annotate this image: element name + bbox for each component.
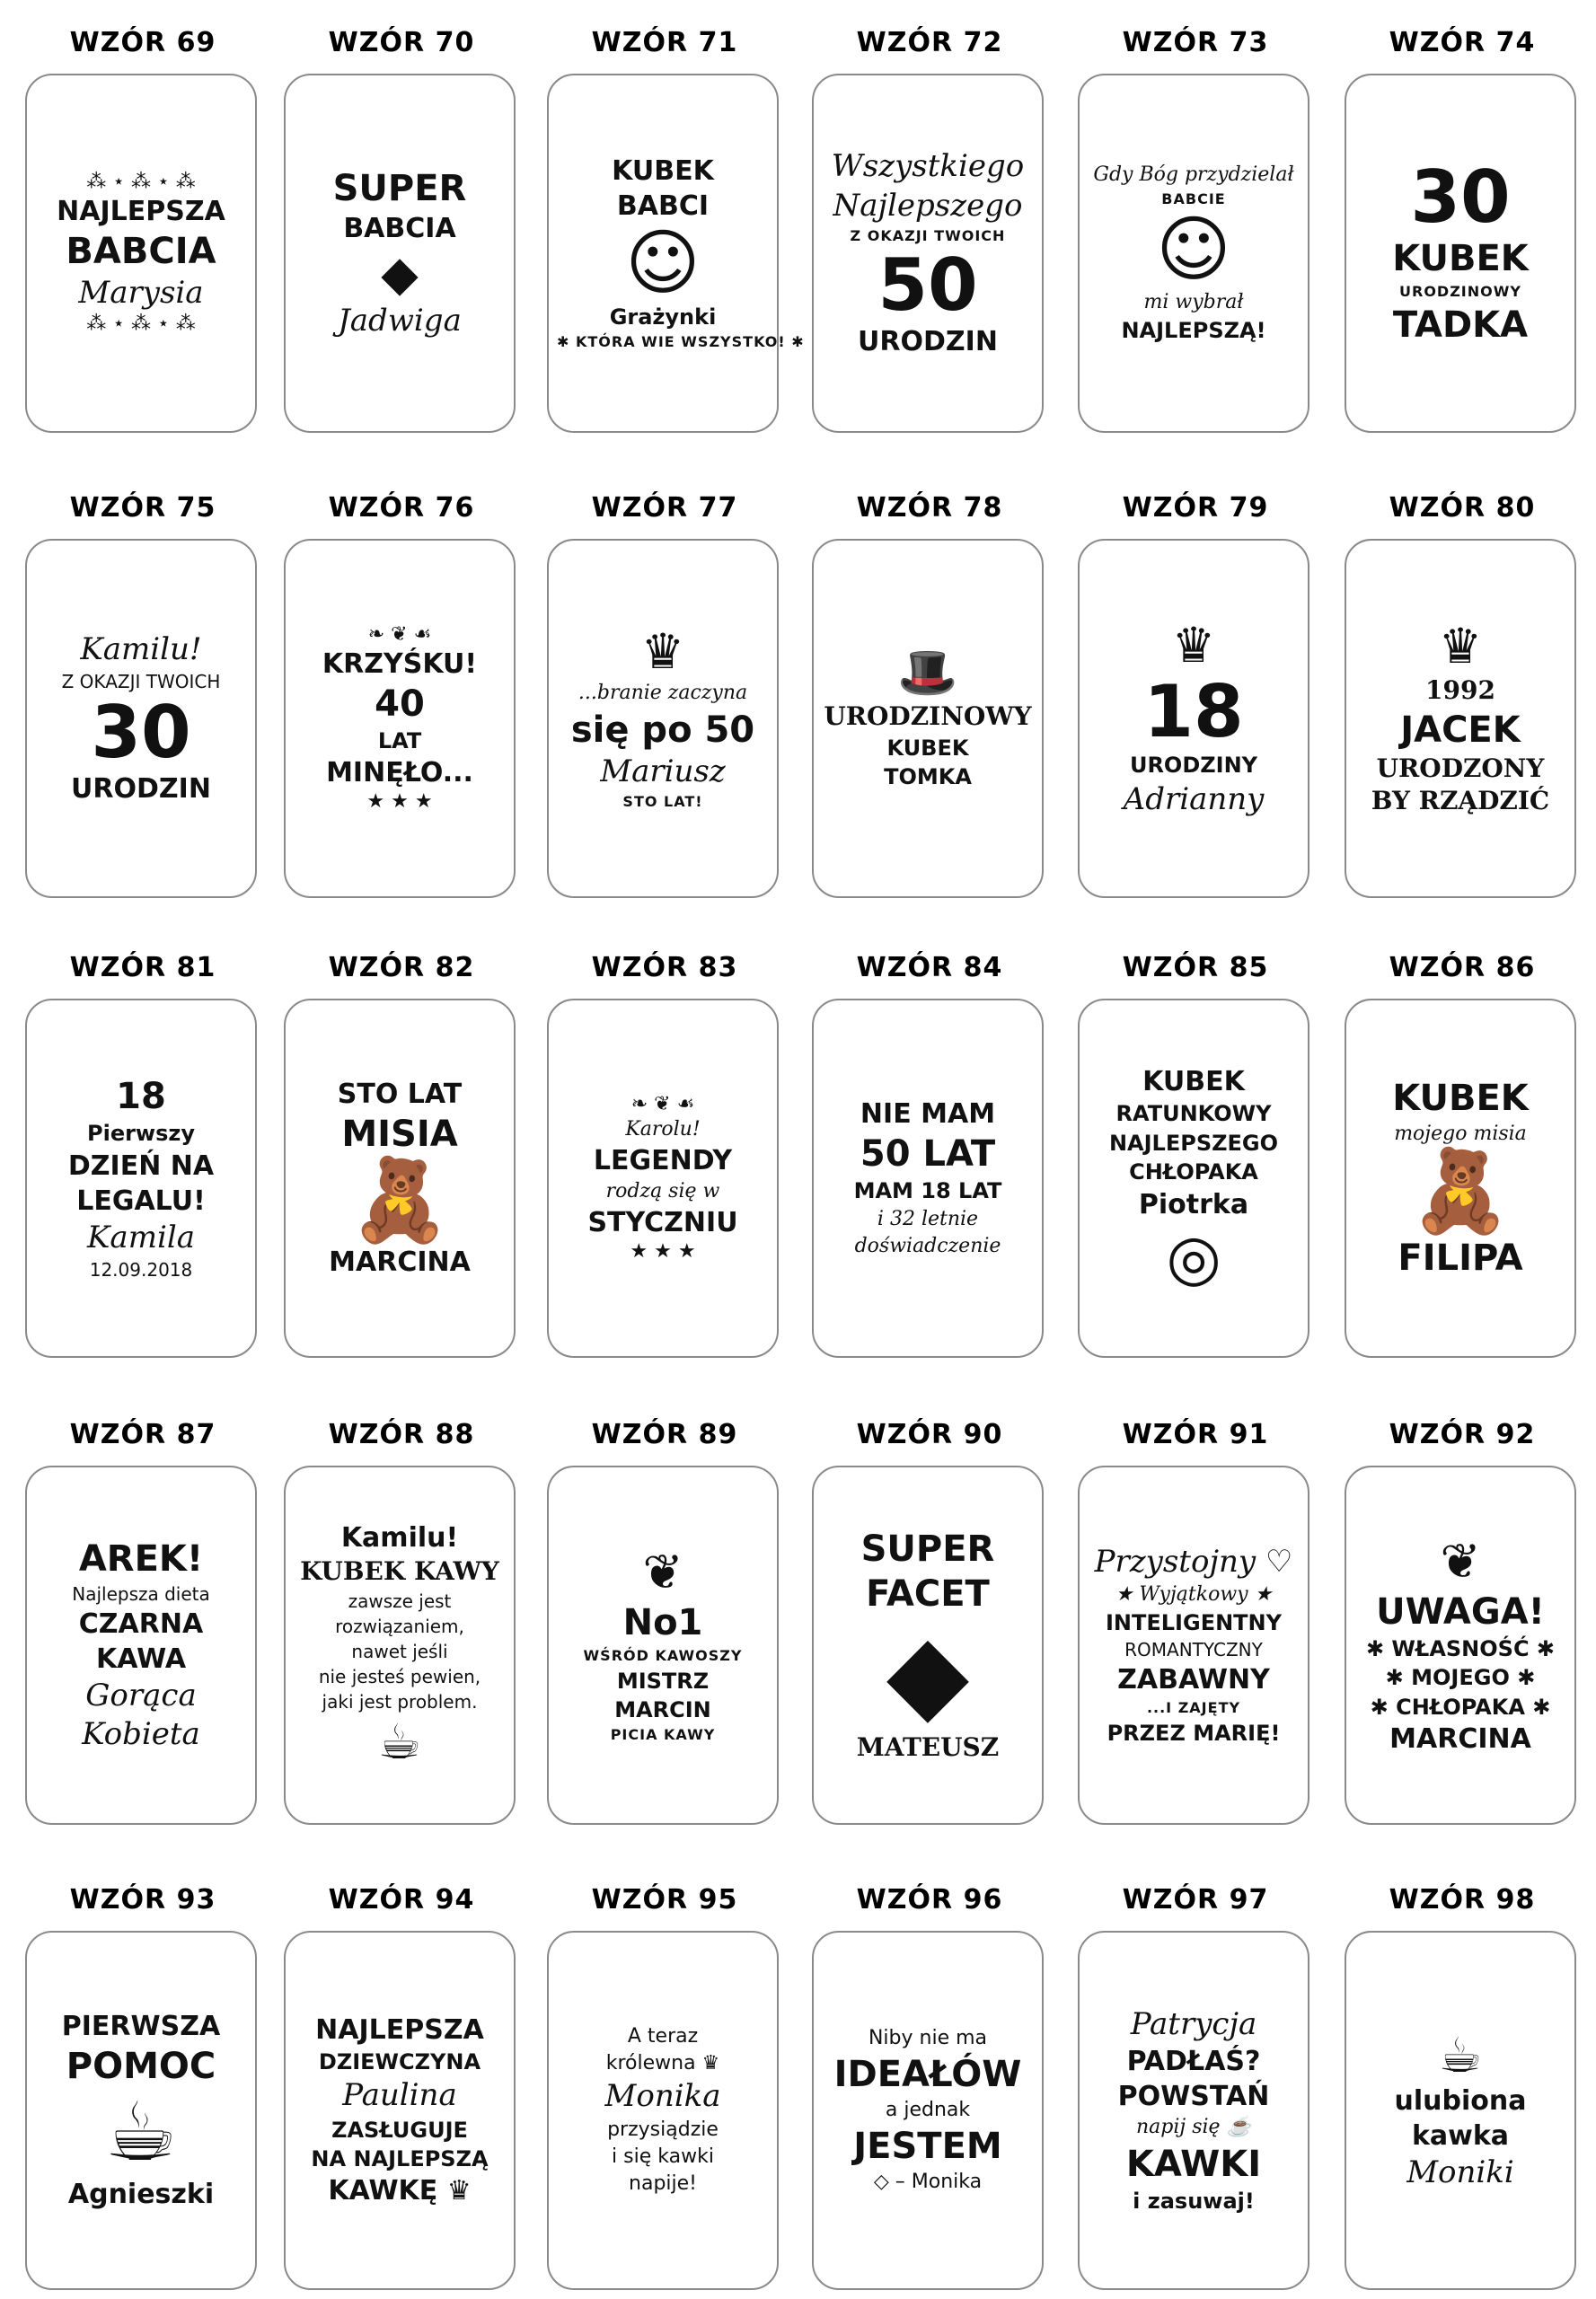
- design-caption: WZÓR 71: [591, 27, 738, 58]
- design-text: KUBEK: [1392, 238, 1529, 280]
- mug-design-card[interactable]: [284, 999, 516, 1358]
- design-content: [27, 1467, 255, 1823]
- design-text: KRZYŚKU!: [322, 647, 478, 680]
- design-text: WŚRÓD KAWOSZY: [583, 1647, 743, 1665]
- design-text: Gorąca: [85, 1677, 197, 1713]
- design-text: się po 50: [570, 709, 755, 751]
- design-text: Adrianny: [1123, 780, 1265, 817]
- laurel-icon: ❧ ❦ ☙: [367, 622, 432, 646]
- design-text: URODZIN: [71, 773, 211, 806]
- design-caption: WZÓR 86: [1389, 952, 1536, 983]
- mug-design-card[interactable]: [25, 74, 257, 433]
- mug-design-card[interactable]: [1345, 539, 1576, 898]
- design-text: Z OKAZJI TWOICH: [850, 227, 1006, 245]
- design-caption: WZÓR 76: [328, 492, 475, 524]
- design-text: MISIA: [341, 1114, 458, 1155]
- design-text: 50: [877, 242, 978, 327]
- mug-design-card[interactable]: [812, 1466, 1044, 1825]
- design-text: Jadwiga: [338, 302, 462, 339]
- design-text: Przystojny ♡: [1094, 1543, 1293, 1580]
- design-97[interactable]: [1078, 1884, 1313, 2297]
- design-text: ✱ WŁASNOŚĆ ✱: [1365, 1635, 1556, 1661]
- design-text: ZASŁUGUJE: [331, 2117, 468, 2143]
- design-text: URODZINOWY: [824, 701, 1032, 732]
- design-text: NIE MAM: [860, 1098, 996, 1131]
- mug-design-card[interactable]: [812, 539, 1044, 898]
- design-text: ...I ZAJĘTY: [1146, 1699, 1241, 1717]
- design-caption: WZÓR 79: [1122, 492, 1269, 524]
- mug-design-card[interactable]: [1078, 74, 1309, 433]
- granny-icon: ☺: [1156, 207, 1231, 291]
- design-text: Najlepszego: [833, 187, 1023, 224]
- design-text: A teraz: [627, 2024, 699, 2048]
- design-content: [1080, 1000, 1308, 1356]
- design-content: [1080, 75, 1308, 431]
- design-content: [814, 1933, 1042, 2288]
- design-content: [286, 75, 514, 431]
- design-text: SUPER: [860, 1528, 995, 1570]
- design-text: mojego misia: [1394, 1122, 1527, 1145]
- design-text: Kobieta: [82, 1716, 200, 1752]
- design-75[interactable]: [25, 492, 260, 905]
- mug-design-card[interactable]: [25, 1466, 257, 1825]
- design-text: zawsze jest: [348, 1590, 452, 1612]
- mug-design-card[interactable]: [1078, 999, 1309, 1358]
- design-text: STO LAT: [337, 1079, 463, 1110]
- design-text: 12.09.2018: [89, 1258, 193, 1281]
- design-text: SUPER: [332, 167, 467, 209]
- design-content: [1080, 1933, 1308, 2288]
- design-87[interactable]: [25, 1419, 260, 1832]
- design-text: Monika: [604, 2078, 721, 2115]
- design-text: Piotrka: [1138, 1188, 1249, 1220]
- design-content: [1346, 541, 1574, 896]
- design-content: [814, 541, 1042, 896]
- design-caption: WZÓR 95: [591, 1884, 738, 1916]
- design-caption: WZÓR 94: [328, 1884, 475, 1916]
- superman-big-icon: ◆: [886, 1610, 970, 1736]
- design-caption: WZÓR 93: [69, 1884, 216, 1916]
- design-text: DZIEŃ NA: [67, 1150, 215, 1182]
- design-text: Wszystkiego: [831, 148, 1025, 185]
- design-caption: WZÓR 77: [591, 492, 738, 524]
- design-text: PADŁAŚ?: [1126, 2046, 1261, 2078]
- design-text: FILIPA: [1398, 1238, 1523, 1280]
- design-text: UWAGA!: [1376, 1590, 1545, 1633]
- design-text: i 32 letnie: [877, 1207, 979, 1230]
- design-text: 30: [91, 691, 191, 775]
- design-text: KAWKI: [1125, 2143, 1262, 2185]
- design-caption: WZÓR 90: [856, 1419, 1003, 1450]
- design-content: [1346, 75, 1574, 431]
- mug-design-card[interactable]: [284, 1466, 516, 1825]
- design-text: ulubiona: [1394, 2085, 1527, 2118]
- crown-icon: ♛: [1171, 617, 1216, 674]
- design-text: Grażynki: [609, 304, 717, 330]
- design-text: Agnieszki: [67, 2179, 215, 2210]
- design-text: STYCZNIU: [587, 1207, 738, 1239]
- mug-design-card[interactable]: [547, 999, 779, 1358]
- mug-design-card[interactable]: [25, 1931, 257, 2290]
- design-content: [814, 1467, 1042, 1823]
- mug-design-card[interactable]: [284, 1931, 516, 2290]
- design-text: POWSTAŃ: [1117, 2081, 1270, 2113]
- design-80[interactable]: [1345, 492, 1580, 905]
- design-caption: WZÓR 98: [1389, 1884, 1536, 1916]
- design-text: NAJLEPSZA: [315, 2013, 484, 2046]
- hat-icon: 🎩: [897, 644, 958, 701]
- design-text: KUBEK: [886, 736, 969, 761]
- design-caption: WZÓR 92: [1389, 1419, 1536, 1450]
- design-90[interactable]: [812, 1419, 1047, 1832]
- design-78[interactable]: [812, 492, 1047, 905]
- design-text: MARCIN: [614, 1697, 711, 1722]
- design-text: CHŁOPAKA: [1129, 1159, 1258, 1185]
- mug-design-card[interactable]: [1345, 1466, 1576, 1825]
- design-text: Kamilu!: [340, 1522, 459, 1555]
- design-74[interactable]: [1345, 27, 1580, 440]
- mug-design-card[interactable]: [284, 74, 516, 433]
- design-caption: WZÓR 91: [1122, 1419, 1269, 1450]
- design-text: No1: [622, 1602, 703, 1644]
- design-text: STO LAT!: [622, 792, 703, 810]
- bear-icon: 🧸: [1409, 1144, 1512, 1239]
- cup-small-icon: ☕: [377, 1713, 422, 1770]
- design-text: LEGENDY: [593, 1145, 733, 1176]
- design-text: DZIEWCZYNA: [318, 2048, 481, 2074]
- design-text: MINĘŁO...: [326, 757, 473, 789]
- design-content: [1346, 1933, 1574, 2288]
- design-96[interactable]: [812, 1884, 1047, 2297]
- design-caption: WZÓR 85: [1122, 952, 1269, 983]
- design-caption: WZÓR 83: [591, 952, 738, 983]
- design-text: ✱ MOJEGO ✱: [1385, 1665, 1536, 1691]
- design-text: Patrycja: [1130, 2006, 1257, 2043]
- design-text: napij się ☕: [1136, 2116, 1251, 2139]
- cup-small-orn-icon: ☕: [1438, 2027, 1483, 2084]
- design-91[interactable]: [1078, 1419, 1313, 1832]
- design-caption: WZÓR 97: [1122, 1884, 1269, 1916]
- design-content: [27, 541, 255, 896]
- lifebuoy-icon: ◎: [1166, 1220, 1221, 1294]
- design-77[interactable]: [547, 492, 782, 905]
- design-text: a jednak: [885, 2098, 971, 2121]
- design-caption: WZÓR 88: [328, 1419, 475, 1450]
- design-caption: WZÓR 87: [69, 1419, 216, 1450]
- design-content: [549, 1467, 777, 1823]
- design-content: [1080, 541, 1308, 896]
- design-content: [549, 541, 777, 896]
- design-85[interactable]: [1078, 952, 1313, 1365]
- design-text: ★ Wyjątkowy ★: [1115, 1582, 1273, 1606]
- design-text: 50 LAT: [860, 1133, 996, 1176]
- design-text: 30: [1410, 155, 1511, 240]
- design-89[interactable]: [547, 1419, 782, 1832]
- design-text: URODZINOWY: [1399, 283, 1521, 301]
- design-text: MATEUSZ: [856, 1731, 1000, 1762]
- mug-design-card[interactable]: [812, 1931, 1044, 2290]
- design-text: i się kawki: [612, 2145, 714, 2168]
- mug-design-card[interactable]: [1078, 1931, 1309, 2290]
- superman-small-icon: ◆: [381, 244, 419, 302]
- design-text: NA NAJLEPSZĄ: [311, 2145, 489, 2171]
- design-text: Najlepsza dieta: [72, 1582, 210, 1605]
- design-text: MARCINA: [329, 1246, 471, 1278]
- design-text: ◇ – Monika: [873, 2171, 983, 2194]
- design-text: nie jesteś pewien,: [318, 1665, 481, 1687]
- design-86[interactable]: [1345, 952, 1580, 1365]
- design-70[interactable]: [284, 27, 519, 440]
- design-caption: WZÓR 78: [856, 492, 1003, 524]
- design-text: Kamila: [87, 1219, 195, 1255]
- design-82[interactable]: [284, 952, 519, 1365]
- mug-design-card[interactable]: [284, 539, 516, 898]
- design-text: Marysia: [78, 274, 204, 311]
- design-69[interactable]: [25, 27, 260, 440]
- bear-icon: 🧸: [348, 1153, 451, 1247]
- design-text: KUBEK: [612, 155, 714, 187]
- design-text: Moniki: [1406, 2154, 1514, 2191]
- design-text: ✱ KTÓRA WIE WSZYSTKO! ✱: [557, 333, 805, 351]
- design-caption: WZÓR 81: [69, 952, 216, 983]
- design-84[interactable]: [812, 952, 1047, 1365]
- design-88[interactable]: [284, 1419, 519, 1832]
- design-text: BABCIA: [66, 230, 216, 272]
- design-text: KUBEK: [1142, 1066, 1245, 1098]
- design-text: TOMKA: [884, 764, 972, 790]
- design-text: kawka: [1411, 2120, 1510, 2153]
- design-text: nawet jeśli: [351, 1640, 448, 1662]
- design-text: 18: [116, 1076, 166, 1118]
- design-caption: WZÓR 82: [328, 952, 475, 983]
- design-text: Paulina: [342, 2077, 457, 2114]
- design-content: [814, 1000, 1042, 1356]
- design-text: KAWA: [95, 1643, 187, 1675]
- mug-design-card[interactable]: [25, 539, 257, 898]
- design-text: rodzą się w: [605, 1180, 720, 1202]
- design-71[interactable]: [547, 27, 805, 440]
- design-text: ZABAWNY: [1117, 1664, 1270, 1696]
- design-caption: WZÓR 75: [69, 492, 216, 524]
- design-text: Gdy Bóg przydzielał: [1093, 163, 1294, 186]
- design-text: PRZEZ MARIĘ!: [1107, 1721, 1281, 1747]
- design-text: MAM 18 LAT: [853, 1178, 1002, 1204]
- design-caption: WZÓR 73: [1122, 27, 1269, 58]
- design-text: URODZONY: [1376, 753, 1545, 783]
- design-93[interactable]: [25, 1884, 260, 2297]
- mug-design-card[interactable]: [547, 74, 805, 433]
- design-caption: WZÓR 70: [328, 27, 475, 58]
- mug-design-card[interactable]: [1345, 74, 1576, 433]
- design-text: królewna ♛: [605, 2052, 720, 2075]
- cup-big-icon: ☕: [104, 2085, 178, 2180]
- design-content: [1346, 1000, 1574, 1356]
- design-content: [286, 1467, 514, 1823]
- design-text: doświadczenie: [854, 1234, 1001, 1257]
- mug-design-card[interactable]: [1078, 1466, 1309, 1825]
- laurel-icon: ★ ★ ★: [630, 1240, 696, 1264]
- design-text: napije!: [629, 2171, 697, 2195]
- design-text: AREK!: [78, 1537, 204, 1580]
- design-text: przysiądzie: [607, 2118, 719, 2141]
- design-text: ROMANTYCZNY: [1124, 1639, 1263, 1661]
- design-text: RATUNKOWY: [1115, 1101, 1272, 1127]
- design-95[interactable]: [547, 1884, 782, 2297]
- design-caption: WZÓR 84: [856, 952, 1003, 983]
- design-caption: WZÓR 89: [591, 1419, 738, 1450]
- design-content: [286, 541, 514, 896]
- design-text: 1992: [1425, 674, 1495, 705]
- mug-design-card[interactable]: [812, 999, 1044, 1358]
- design-text: Mariusz: [600, 753, 726, 789]
- design-81[interactable]: [25, 952, 260, 1365]
- design-text: PICIA KAWY: [610, 1726, 716, 1744]
- design-73[interactable]: [1078, 27, 1313, 440]
- ornament-icon: ❦: [1440, 1532, 1481, 1590]
- mug-design-card[interactable]: [1078, 539, 1309, 898]
- design-text: PIERWSZA: [61, 2011, 221, 2042]
- design-caption: WZÓR 96: [856, 1884, 1003, 1916]
- design-text: jaki jest problem.: [322, 1690, 478, 1713]
- design-text: i zasuwaj!: [1133, 2188, 1255, 2214]
- design-text: LAT: [377, 727, 422, 753]
- granny-icon: ☺: [625, 221, 701, 304]
- design-text: JESTEM: [853, 2126, 1002, 2168]
- design-text: 18: [1143, 670, 1244, 754]
- mug-design-card[interactable]: [25, 999, 257, 1358]
- design-text: BABCIE: [1161, 190, 1226, 207]
- design-text: ✱ CHŁOPAKA ✱: [1370, 1694, 1551, 1720]
- design-text: LEGALU!: [76, 1185, 206, 1217]
- design-text: BY RZĄDZIĆ: [1371, 786, 1550, 816]
- design-content: [814, 75, 1042, 431]
- laurel-icon: ❧ ❦ ☙: [630, 1092, 695, 1115]
- design-content: [1080, 1467, 1308, 1823]
- design-content: [549, 1000, 777, 1356]
- design-79[interactable]: [1078, 492, 1313, 905]
- design-text: Karolu!: [625, 1117, 701, 1141]
- design-content: [27, 75, 255, 431]
- design-text: MARCINA: [1389, 1723, 1531, 1756]
- design-text: JACEK: [1400, 709, 1521, 751]
- sunburst-icon: ⁂ ⋆ ⁂ ⋆ ⁂: [86, 170, 196, 193]
- design-text: POMOC: [66, 2046, 216, 2087]
- design-text: BABCI: [616, 190, 710, 222]
- design-text: 40: [375, 683, 425, 725]
- design-text: NAJLEPSZEGO: [1108, 1130, 1279, 1156]
- ornament-icon: ❦: [642, 1544, 683, 1601]
- design-caption: WZÓR 69: [69, 27, 216, 58]
- design-83[interactable]: [547, 952, 782, 1365]
- design-text: NAJLEPSZA: [57, 195, 225, 227]
- mug-design-card[interactable]: [547, 1931, 779, 2290]
- design-text: IDEAŁÓW: [833, 2053, 1022, 2095]
- design-text: CZARNA: [78, 1608, 204, 1640]
- design-text: KUBEK: [1392, 1077, 1529, 1119]
- design-text: KUBEK KAWY: [300, 1556, 499, 1587]
- crown-icon: ♛: [640, 623, 685, 681]
- design-text: Z OKAZJI TWOICH: [61, 671, 221, 693]
- mug-design-card[interactable]: [547, 1466, 779, 1825]
- design-text: URODZINY: [1129, 753, 1258, 779]
- design-text: BABCIA: [343, 212, 456, 244]
- design-text: Kamilu!: [80, 630, 202, 667]
- design-text: TADKA: [1392, 304, 1529, 346]
- design-text: INTELIGENTNY: [1105, 1610, 1283, 1636]
- design-content: [27, 1000, 255, 1356]
- design-text: mi wybrał: [1143, 290, 1244, 313]
- design-content: [27, 1933, 255, 2288]
- mug-design-card[interactable]: [1345, 1931, 1576, 2290]
- design-72[interactable]: [812, 27, 1047, 440]
- laurel-icon: ★ ★ ★: [366, 790, 433, 814]
- design-text: Niby nie ma: [868, 2026, 988, 2049]
- mug-design-card[interactable]: [812, 74, 1044, 433]
- design-content: [286, 1933, 514, 2288]
- mug-design-card[interactable]: [547, 539, 779, 898]
- design-92[interactable]: [1345, 1419, 1580, 1832]
- mug-design-card[interactable]: [1345, 999, 1576, 1358]
- design-text: rozwiązaniem,: [335, 1615, 464, 1637]
- design-98[interactable]: [1345, 1884, 1580, 2297]
- design-content: [286, 1000, 514, 1356]
- design-text: KAWKĘ ♛: [328, 2175, 472, 2207]
- crown-icon: ♛: [1438, 617, 1483, 674]
- design-text: NAJLEPSZĄ!: [1121, 317, 1266, 343]
- design-76[interactable]: [284, 492, 519, 905]
- design-94[interactable]: [284, 1884, 519, 2297]
- design-caption: WZÓR 80: [1389, 492, 1536, 524]
- design-caption: WZÓR 74: [1389, 27, 1536, 58]
- design-caption: WZÓR 72: [856, 27, 1003, 58]
- design-content: [1346, 1467, 1574, 1823]
- sunburst-icon: ⁂ ⋆ ⁂ ⋆ ⁂: [86, 313, 196, 336]
- design-content: [549, 75, 805, 431]
- design-text: FACET: [866, 1572, 990, 1615]
- design-text: MISTRZ: [616, 1668, 710, 1694]
- design-content: [549, 1933, 777, 2288]
- design-text: ...branie zaczyna: [578, 682, 748, 705]
- design-text: URODZIN: [858, 325, 998, 357]
- design-text: Pierwszy: [87, 1121, 195, 1147]
